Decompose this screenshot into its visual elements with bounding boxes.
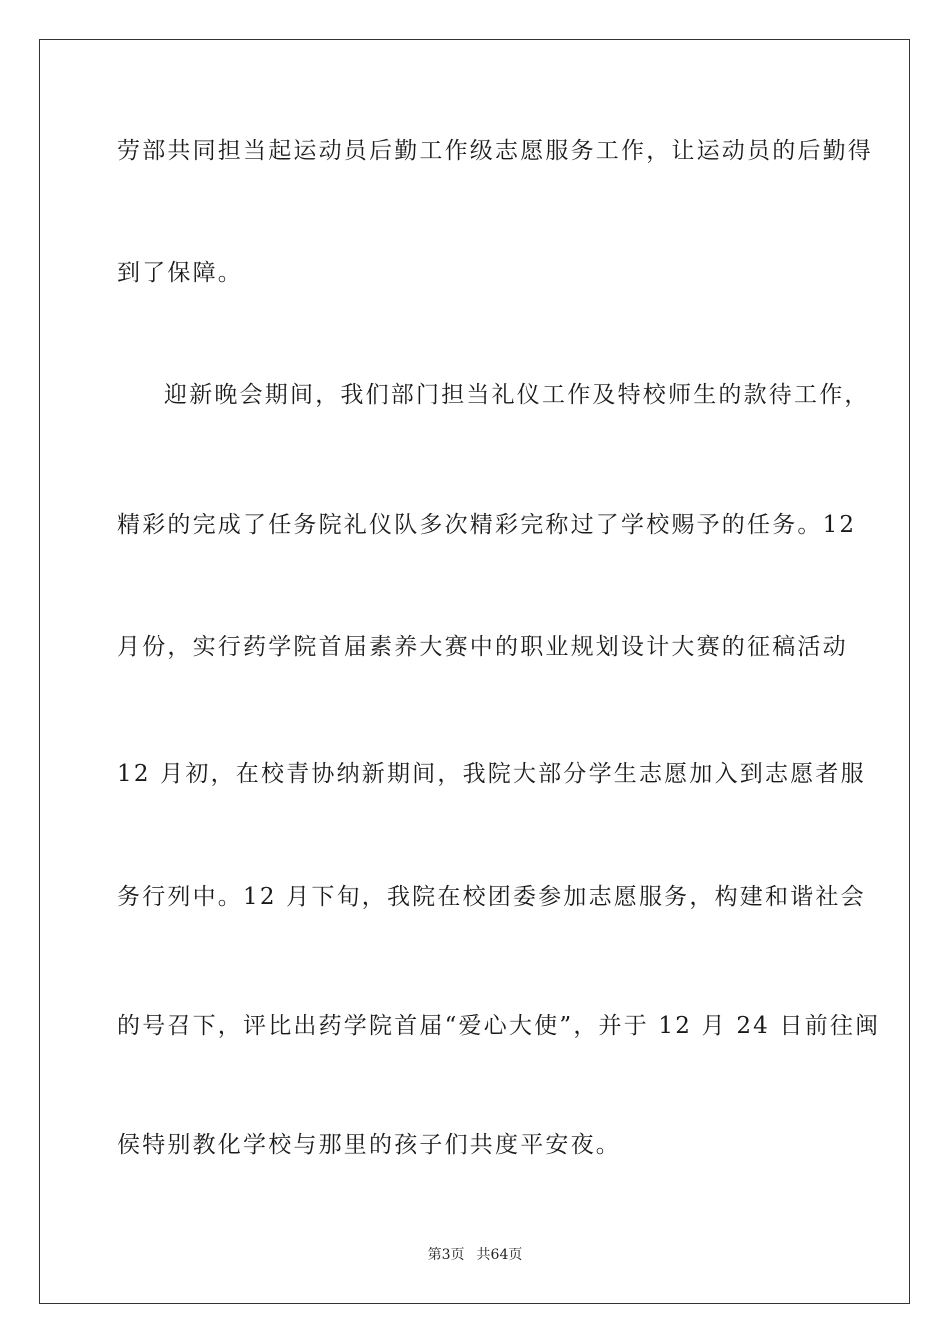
paragraph-line-5: 月份，实行药学院首届素养大赛中的职业规划设计大赛的征稿活动 xyxy=(117,634,848,660)
paragraph-line-1: 劳部共同担当起运动员后勤工作级志愿服务工作，让运动员的后勤得 xyxy=(117,138,873,164)
paragraph-line-4: 精彩的完成了任务院礼仪队多次精彩完称过了学校赐予的任务。12 xyxy=(117,512,857,538)
page-footer xyxy=(0,1246,950,1264)
paragraph-line-8: 的号召下，评比出药学院首届“爱心大使”，并于 12 月 24 日前往闽 xyxy=(117,1013,881,1039)
paragraph-line-6: 12 月初，在校青协纳新期间，我院大部分学生志愿加入到志愿者服 xyxy=(117,761,866,787)
page-number: 第3页 xyxy=(427,1247,465,1263)
paragraph-line-2: 到了保障。 xyxy=(117,260,243,286)
page-total: 共64页 xyxy=(476,1247,523,1263)
page-border xyxy=(39,39,910,1304)
paragraph-line-9: 侯特别教化学校与那里的孩子们共度平安夜。 xyxy=(117,1132,621,1158)
paragraph-line-7: 务行列中。12 月下旬，我院在校团委参加志愿服务，构建和谐社会 xyxy=(117,884,866,910)
paragraph-line-3: 迎新晚会期间，我们部门担当礼仪工作及特校师生的款待工作， xyxy=(164,382,870,408)
